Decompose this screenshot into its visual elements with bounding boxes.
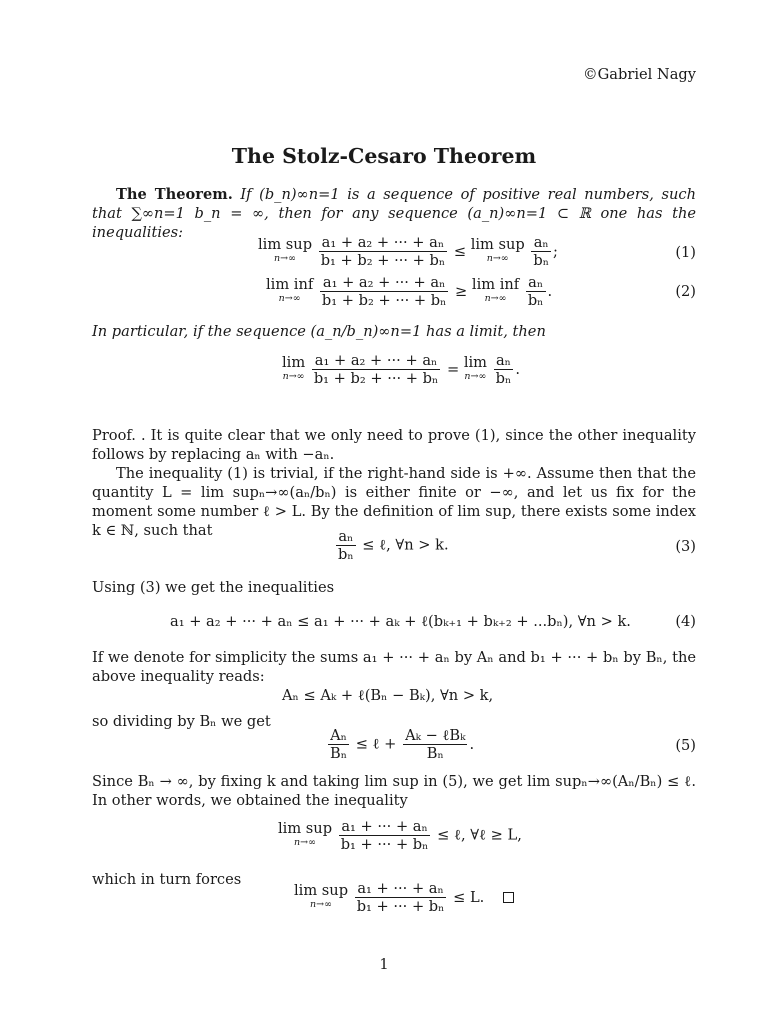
theorem-line2: then for any sequence (a_n)∞n=1 ⊂ ℝ one has the inequalities: <box>92 205 697 241</box>
proof-paragraph-4: If we denote for simplicity the sums a₁ + ··· + aₙ by Aₙ and b₁ + ··· + bₙ by Bₙ, the above inequality reads: <box>92 649 696 685</box>
proof-paragraph-2: The inequality (1) is trivial, if the right-hand side is +∞. Assume then that the quantity L = lim supₙ→∞(aₙ/bₙ) is either finite or −∞, and let us fix for the moment some number ℓ > L. By the definition of lim sup, there exists some index k ∈ ℕ, such that <box>92 465 696 539</box>
author-copyright: ©Gabriel Nagy <box>583 66 696 83</box>
equation-An: Aₙ ≤ Aₖ + ℓ(Bₙ − Bₖ), ∀n > k, <box>282 687 494 704</box>
proof-paragraph-6: Since Bₙ → ∞, by fixing k and taking lim sup in (5), we get lim supₙ→∞(Aₙ/Bₙ) ≤ ℓ. In other words, we obtained the inequality <box>92 773 696 809</box>
equation-4: a₁ + a₂ + ··· + aₙ ≤ a₁ + ··· + aₖ + ℓ(bₖ₊₁ + bₖ₊₂ + ...bₙ), ∀n > k. <box>170 613 631 630</box>
equation-4-number: (4) <box>675 613 696 630</box>
equation-5: $\frac{\text{Aₙ}}{\text{Bₙ}}$ ≤ ℓ + Aₖ − ℓBₖ Bₙ . <box>330 727 475 762</box>
theorem-label: The Theorem. <box>116 186 233 203</box>
equation-1: lim sup n→∞ $\frac{\text{a₁ + a₂ + ··· + aₙ}}{\text{b₁ + b₂ + ··· + bₙ}}$ ≤ lim sup n→∞ $\frac{\text{aₙ}}{\text{bₙ}}$ ; <box>258 234 558 269</box>
qed-box-icon <box>503 892 514 903</box>
equation-2: lim inf n→∞ $\frac{\text{a₁ + a₂ + ··· + aₙ}}{\text{b₁ + b₂ + ··· + bₙ}}$ ≥ lim inf n→∞ $\frac{\text{aₙ}}{\text{bₙ}}$ . <box>266 274 553 309</box>
proof-paragraph-7: which in turn forces <box>92 871 242 888</box>
theorem-line1: If (b_n)∞n=1 is a sequence of positive real numbers, such that ∑∞n=1 b_n = ∞, <box>92 186 696 222</box>
equation-5-number: (5) <box>675 737 696 754</box>
proof-paragraph-3: Using (3) we get the inequalities <box>92 579 335 596</box>
limit-equation: lim n→∞ $\frac{\text{a₁ + a₂ + ··· + aₙ}}{\text{b₁ + b₂ + ··· + bₙ}}$ = lim n→∞ $\frac{\text{aₙ}}{\text{bₙ}}$ . <box>282 352 520 387</box>
equation-2-number: (2) <box>675 283 696 300</box>
page-number: 1 <box>379 956 389 973</box>
conclusion-inequality: lim sup n→∞ $\frac{\text{a₁ + ··· + aₙ}}{\text{b₁ + ··· + bₙ}}$ ≤ L. <box>294 880 514 915</box>
particular-statement: In particular, if the sequence (a_n/b_n)∞n=1 has a limit, then <box>92 323 546 340</box>
proof-paragraph-1: Proof. . It is quite clear that we only need to prove (1), since the other inequality follows by replacing aₙ with −aₙ. <box>92 427 696 463</box>
page-title: The Stolz-Cesaro Theorem <box>231 144 537 168</box>
final-inequality: lim sup n→∞ $\frac{\text{a₁ + ··· + aₙ}}{\text{b₁ + ··· + bₙ}}$ ≤ ℓ, ∀ℓ ≥ L, <box>278 818 522 853</box>
equation-3-number: (3) <box>675 538 696 555</box>
equation-3: $\frac{\text{aₙ}}{\text{bₙ}}$ ≤ ℓ, ∀n > k. <box>338 528 449 563</box>
proof-paragraph-5: so dividing by Bₙ we get <box>92 713 271 730</box>
equation-1-number: (1) <box>675 244 696 261</box>
